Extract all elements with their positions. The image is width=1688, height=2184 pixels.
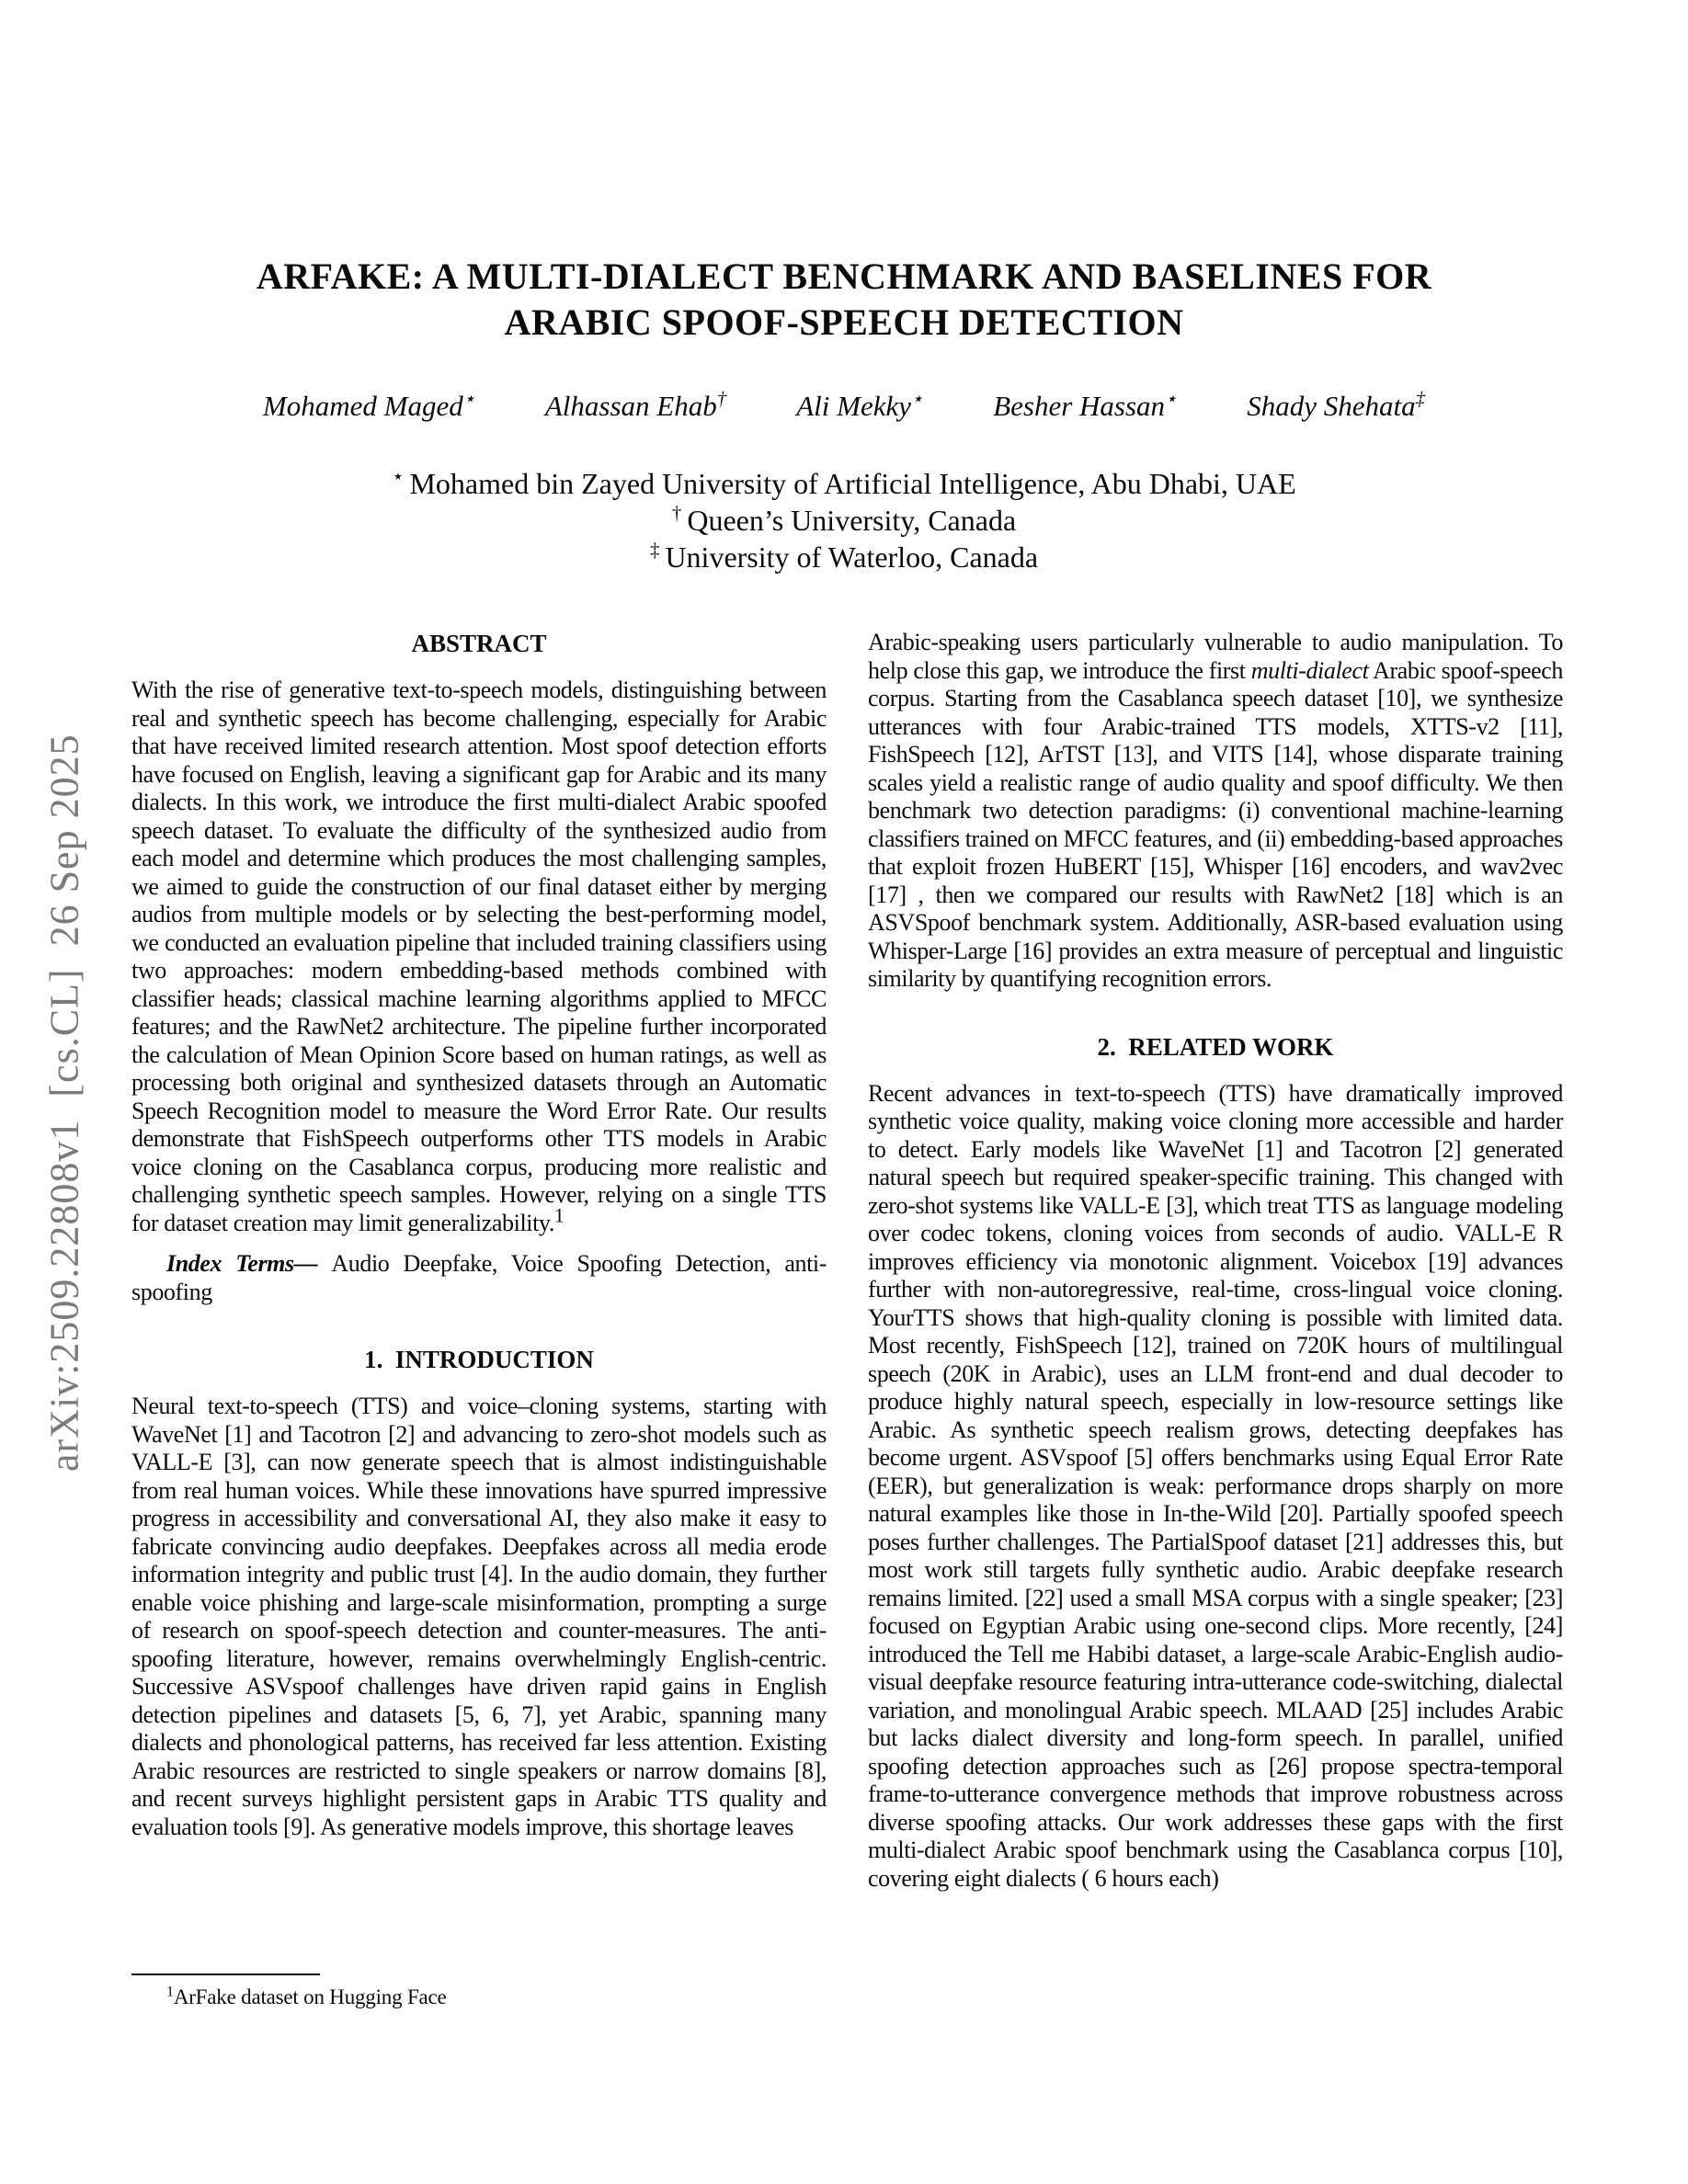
introduction-text: Neural text-to-speech (TTS) and voice–cloning systems, starting with WaveNet [1] and Tacotron [2] and advancing to zero-shot models such as VALL-E [3], can now generate speech that is almost indistinguishable from real human voices. While these innovations have spurred impressive progress in accessibility and conversational AI, they also make it easy to fabricate convincing audio deepfakes. Deepfakes across all media erode information integrity and public trust [4]. In the audio domain, they further enable voice phishing and large-scale misinformation, prompting a surge of research on spoof-speech detection and counter-measures. The anti-spoofing literature, however, remains overwhelmingly English-centric. Successive ASVspoof challenges have driven rapid gains in English detection pipelines and datasets [5, 6, 7], yet Arabic, spanning many dialects and phonological patterns, has received far less attention. Existing Arabic resources are restricted to single speakers or narrow domains [8], and recent surveys highlight persistent gaps in Arabic TTS quality and evaluation tools [9]. As generative models improve, this shortage leaves: [131, 1393, 827, 1840]
affiliation: ‡ University of Waterloo, Canada: [649, 539, 1039, 574]
abstract-text: With the rise of generative text-to-speech models, distinguishing between real and synthetic speech has become challenging, especially for Arabic that have received limited research attention. Most spoof detection efforts have focused on English, leaving a significant gap for Arabic and its many dialects. In this work, we introduce the first multi-dialect Arabic spoofed speech dataset. To evaluate the difficulty of the synthesized audio from each model and determine which produces the most challenging samples, we aimed to guide the construction of our final dataset either by merging audios from multiple models or by selecting the best-performing model, we conducted an evaluation pipeline that included training classifiers using two approaches: modern embedding-based methods combined with classifier heads; classical machine learning algorithms applied to MFCC features; and the RawNet2 architecture. The pipeline further incorporated the calculation of Mean Opinion Score based on human ratings, as well as processing both original and synthesized datasets through an Automatic Speech Recognition model to measure the Word Error Rate. Our results demonstrate that FishSpeech outperforms other TTS models in Arabic voice cloning on the Casablanca corpus, producing more realistic and challenging synthetic speech samples. However, relying on a single TTS for dataset creation may limit generalizability.$^1$: [131, 677, 827, 1236]
affiliation: ⋆ Mohamed bin Zayed University of Artificial Intelligence, Abu Dhabi, UAE: [392, 465, 1296, 500]
right-column: [868, 629, 1563, 2009]
affiliation-list: [0, 465, 1688, 575]
paper-title: ARFAKE: A MULTI-DIALECT BENCHMARK AND BASELINES FOR ARABIC SPOOF-SPEECH DETECTION: [256, 256, 1432, 343]
author: Shady Shehata‡: [1247, 387, 1426, 422]
footnote-mark: 1: [166, 1984, 174, 2000]
footnote: [131, 1964, 827, 2009]
author-affiliation-mark: ‡: [1415, 387, 1426, 410]
affiliation-mark: ⋆: [392, 465, 405, 488]
two-column-body: [0, 629, 1688, 2009]
footnote-rule: [131, 1974, 320, 1975]
author-affiliation-mark: †: [716, 387, 727, 410]
footnote-text: $^1$ArFake dataset on Hugging Face: [166, 1984, 447, 2008]
abstract-heading: ABSTRACT: [411, 630, 547, 657]
introduction-continued-text: Arabic-speaking users particularly vulnerable to audio manipulation. To help close this gap, we introduce the first multi-dialect Arabic spoof-speech corpus. Starting from the Casablanca speech dataset [10], we synthesize utterances with four Arabic-trained TTS models, XTTS-v2 [11], FishSpeech [12], ArTST [13], and VITS [14], whose disparate training scales yield a realistic range of audio quality and spoof difficulty. We then benchmark two detection paradigms: (i) conventional machine-learning classifiers trained on MFCC features, and (ii) embedding-based approaches that exploit frozen HuBERT [15], Whisper [16] encoders, and wav2vec [17] , then we compared our results with RawNet2 [18] which is an ASVSpoof benchmark system. Additionally, ASR-based evaluation using Whisper-Large [16] provides an extra measure of perceptual and linguistic similarity by quantifying recognition errors.: [868, 629, 1563, 992]
author: Besher Hassan⋆: [993, 387, 1178, 422]
introduction-heading: 1. INTRODUCTION: [364, 1346, 594, 1373]
paper-header: [0, 0, 1688, 575]
affiliation: † Queen’s University, Canada: [671, 502, 1017, 537]
index-terms: Index Terms— Audio Deepfake, Voice Spoofing Detection, anti-spoofing: [131, 1250, 827, 1305]
affiliation-mark: ‡: [649, 539, 660, 562]
author: Ali Mekky⋆: [796, 387, 924, 422]
author-affiliation-mark: ⋆: [1165, 387, 1178, 410]
author-affiliation-mark: ⋆: [911, 387, 924, 410]
left-column: [131, 629, 827, 2009]
related-work-text: Recent advances in text-to-speech (TTS) have dramatically improved synthetic voice quality, making voice cloning more accessible and harder to detect. Early models like WaveNet [1] and Tacotron [2] generated natural speech but required speaker-specific training. This changed with zero-shot systems like VALL-E [3], which treat TTS as language modeling over codec tokens, cloning voices from seconds of audio. VALL-E R improves efficiency via monotonic alignment. Voicebox [19] advances further with non-autoregressive, real-time, cross-lingual voice cloning. YourTTS shows that high-quality cloning is possible with limited data. Most recently, FishSpeech [12], trained on 720K hours of multilingual speech (20K in Arabic), uses an LLM front-end and dual decoder to produce highly natural speech, especially in low-resource settings like Arabic. As synthetic speech realism grows, detecting deepfakes has become urgent. ASVspoof [5] offers benchmarks using Equal Error Rate (EER), but generalization is weak: performance drops sharply on more natural examples like those in In-the-Wild [20]. Partially spoofed speech poses further challenges. The PartialSpoof dataset [21] addresses this, but most work still targets fully synthetic audio. Arabic deepfake research remains limited. [22] used a small MSA corpus with a single speaker; [23] focused on Egyptian Arabic using one-second clips. More recently, [24] introduced the Tell me Habibi dataset, a large-scale Arabic-English audio-visual deepfake resource featuring intra-utterance code-switching, dialectal variation, and monolingual Arabic speech. MLAAD [25] includes Arabic but lacks dialect diversity and long-form speech. In parallel, unified spoofing detection approaches such as [26] propose spectra-temporal frame-to-utterance convergence methods that improve robustness across diverse spoofing attacks. Our work addresses these gaps with the first multi-dialect Arabic spoof benchmark using the Casablanca corpus [10], covering eight dialects ( 6 hours each): [868, 1079, 1563, 1892]
related-work-heading: 2. RELATED WORK: [1097, 1032, 1334, 1061]
arxiv-watermark: arXiv:2509.22808v1 [cs.CL] 26 Sep 2025: [41, 734, 87, 1473]
author: Alhassan Ehab†: [544, 387, 727, 422]
affiliation-mark: †: [671, 502, 682, 525]
author-affiliation-mark: ⋆: [462, 387, 475, 410]
author: Mohamed Maged⋆: [262, 387, 475, 422]
author-line: [0, 387, 1688, 423]
